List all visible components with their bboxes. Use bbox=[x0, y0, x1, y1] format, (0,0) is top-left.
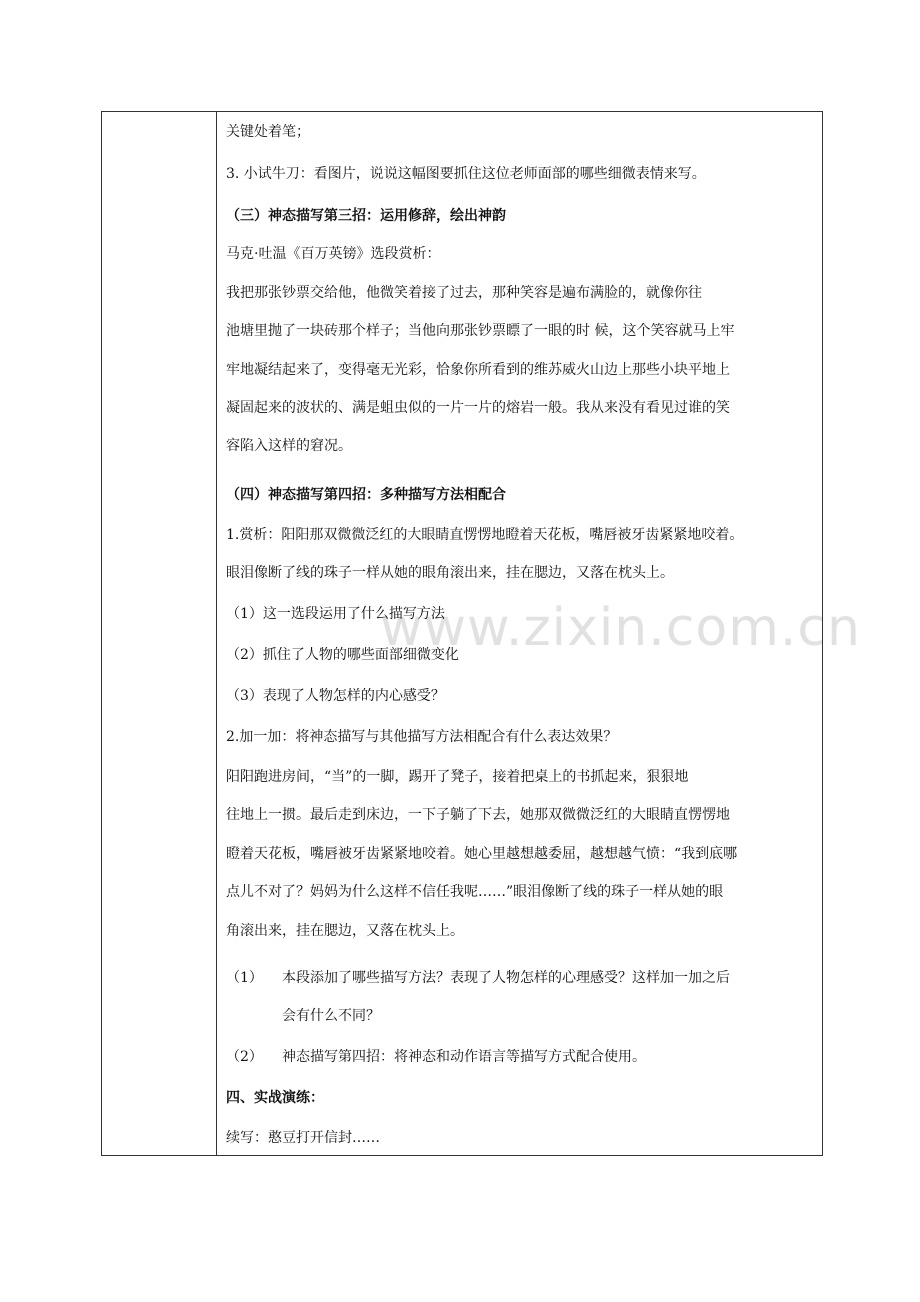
item-text: 神态描写第四招：将神态和动作语言等描写方式配合使用。 bbox=[282, 1049, 646, 1065]
column-divider bbox=[216, 112, 217, 1155]
text-line: 点儿不对了？妈妈为什么这样不信任我呢……”眼泪像断了线的珠子一样从她的眼 bbox=[226, 884, 724, 900]
text-line: 阳阳跑进房间，“当”的一脚，踢开了凳子，接着把桌上的书抓起来，狠狠地 bbox=[226, 769, 689, 785]
text-line: 瞪着天花板，嘴唇被牙齿紧紧地咬着。她心里越想越委屈，越想越气愤：“我到底哪 bbox=[226, 846, 738, 862]
watermark: www.zixin.com.cn bbox=[380, 598, 861, 658]
text-line: 1.赏析：阳阳那双微微泛红的大眼睛直愣愣地瞪着天花板，嘴唇被牙齿紧紧地咬着。 bbox=[226, 527, 744, 543]
table-frame bbox=[101, 111, 823, 1156]
text-line: 凝固起来的波状的、满是蛆虫似的一片一片的熔岩一般。我从来没有看见过谁的笑 bbox=[226, 400, 730, 416]
question-item bbox=[226, 1047, 646, 1067]
question-item bbox=[226, 968, 730, 988]
text-line: 会有什么不同？ bbox=[282, 1008, 380, 1024]
section-heading: （三）神态描写第三招：运用修辞，绘出神韵 bbox=[226, 208, 506, 224]
text-line: 我把那张钞票交给他，他微笑着接了过去，那种笑容是遍布满脸的，就像你往 bbox=[226, 285, 702, 301]
text-line: 续写：憨豆打开信封…… bbox=[226, 1130, 380, 1146]
text-line: 池塘里抛了一块砖那个样子；当他向那张钞票瞟了一眼的时 候，这个笑容就马上牢 bbox=[226, 323, 735, 339]
text-line: 容陷入这样的窘况。 bbox=[226, 438, 352, 454]
question-item: （1）这一选段运用了什么描写方法 bbox=[226, 606, 445, 622]
text-line: 3. 小试牛刀：看图片，说说这幅图要抓住这位老师面部的哪些细微表情来写。 bbox=[226, 166, 706, 182]
text-line: 往地上一掼。最后走到床边，一下子躺了下去，她那双微微泛红的大眼睛直愣愣地 bbox=[226, 807, 730, 823]
item-text: 本段添加了哪些描写方法？表现了人物怎样的心理感受？这样加一加之后 bbox=[282, 970, 730, 986]
question-item: （2）抓住了人物的哪些面部细微变化 bbox=[226, 647, 459, 663]
text-line: 角滚出来，挂在腮边，又落在枕头上。 bbox=[226, 923, 464, 939]
text-line: 牢地凝结起来了，变得毫无光彩，恰象你所看到的维苏威火山边上那些小块平地上 bbox=[226, 362, 730, 378]
text-line: 2.加一加：将神态描写与其他描写方法相配合有什么表达效果？ bbox=[226, 729, 618, 745]
item-number: （1） bbox=[226, 970, 263, 986]
item-number: （2） bbox=[226, 1049, 263, 1065]
section-heading: 四、实战演练： bbox=[226, 1090, 324, 1106]
text-line: 眼泪像断了线的珠子一样从她的眼角滚出来，挂在腮边，又落在枕头上。 bbox=[226, 565, 674, 581]
section-heading: （四）神态描写第四招：多种描写方法相配合 bbox=[226, 487, 506, 503]
text-line: 马克·吐温《百万英镑》选段赏析： bbox=[226, 246, 441, 262]
text-line: 关键处着笔； bbox=[226, 124, 310, 140]
question-item: （3）表现了人物怎样的内心感受？ bbox=[226, 688, 445, 704]
